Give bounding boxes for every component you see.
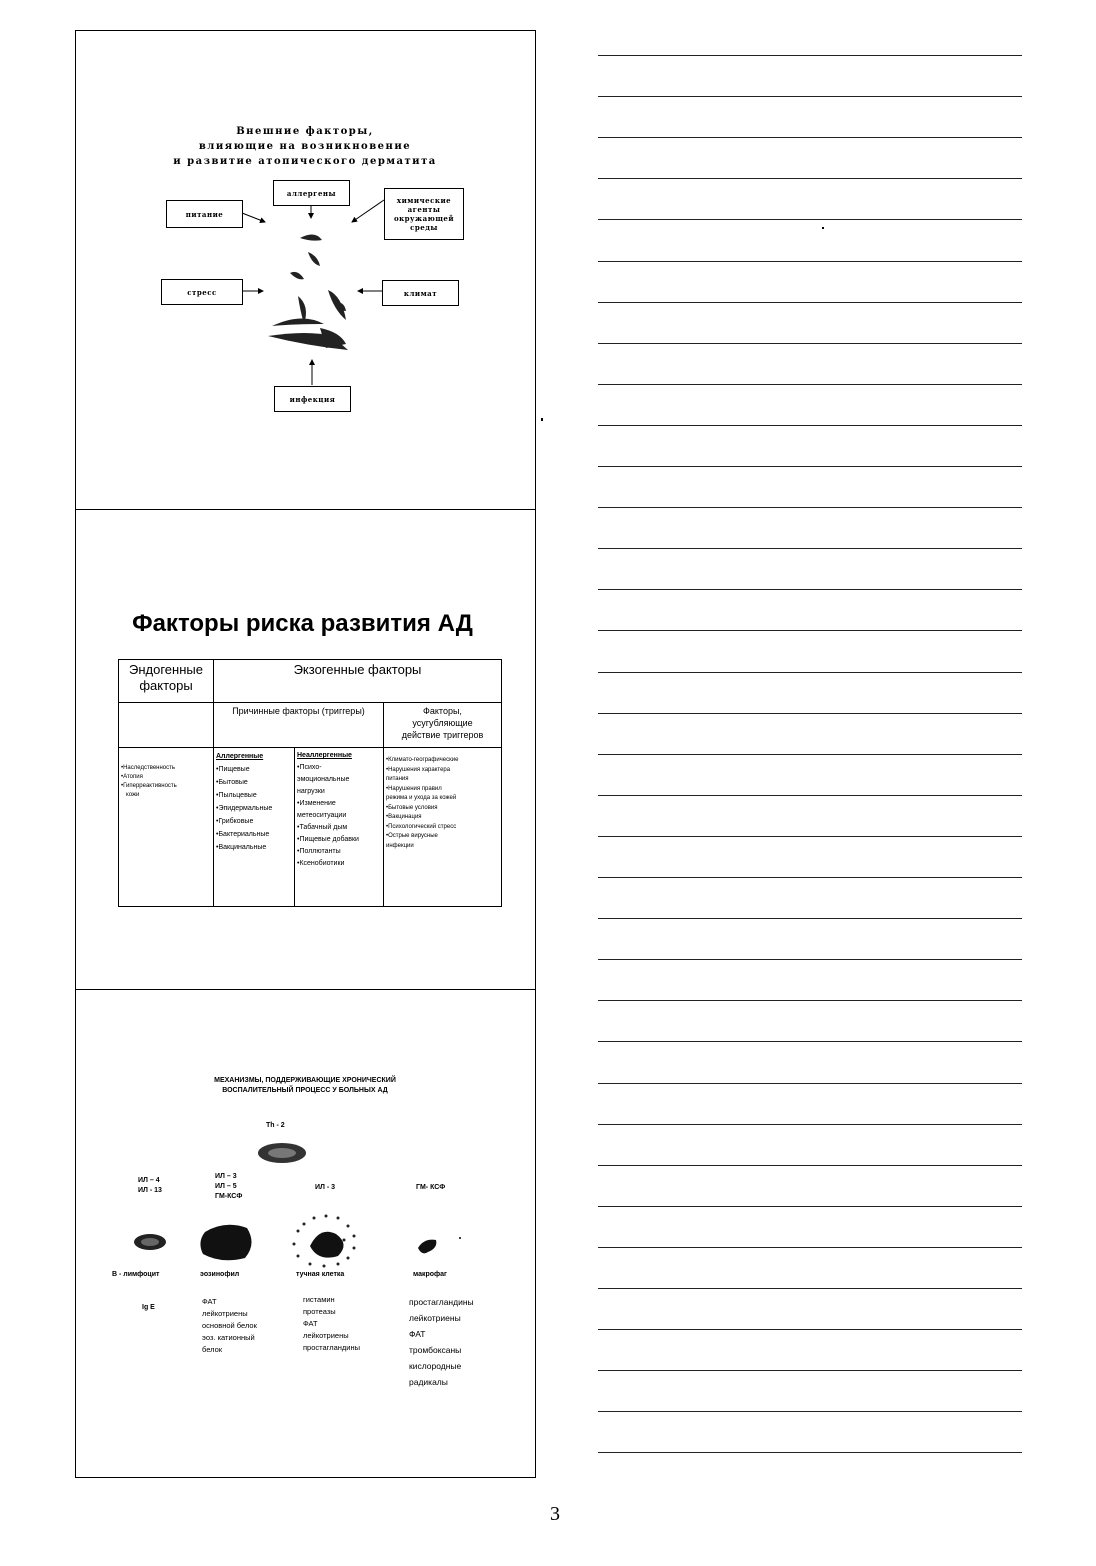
speck bbox=[822, 227, 824, 229]
note-line bbox=[598, 1452, 1022, 1453]
note-line bbox=[598, 548, 1022, 549]
note-line bbox=[598, 754, 1022, 755]
note-line bbox=[598, 261, 1022, 262]
eosinophil-cytokines: ИЛ – 3 ИЛ – 5 ГМ-КСФ bbox=[215, 1173, 243, 1200]
note-line bbox=[598, 713, 1022, 714]
note-line bbox=[598, 959, 1022, 960]
aggravating-list: •Климато-географические •Нарушения характера питания •Нарушения правил режима и ухода за кожей •Бытовые условия •Вакцинация •Психологический стресс •Острые вирусные инфекции bbox=[384, 748, 502, 907]
note-line bbox=[598, 55, 1022, 56]
note-line bbox=[598, 302, 1022, 303]
aggravating-header: Факторы, усугубляющие действие триггеров bbox=[384, 703, 502, 748]
macrophage-cytokines: ГМ- КСФ bbox=[416, 1184, 446, 1191]
note-line bbox=[598, 96, 1022, 97]
causal-header: Причинные факторы (триггеры) bbox=[214, 703, 384, 748]
factor-stress-box: стресс bbox=[161, 279, 243, 305]
note-line bbox=[598, 1288, 1022, 1289]
note-line bbox=[598, 1370, 1022, 1371]
eosinophil-label: эозинофил bbox=[200, 1271, 240, 1278]
macrophage-products: простагландины лейкотриены ФАТ тромбоксаны кислородные радикалы bbox=[409, 1297, 474, 1387]
speck bbox=[541, 418, 543, 421]
factor-climate-box: климат bbox=[382, 280, 459, 306]
slide-divider bbox=[75, 989, 536, 990]
factor-infection-box: инфекция bbox=[274, 386, 351, 412]
note-line bbox=[598, 219, 1022, 220]
note-line bbox=[598, 1083, 1022, 1084]
arrow bbox=[242, 213, 265, 222]
exogenous-header: Экзогенные факторы bbox=[214, 660, 502, 703]
note-line bbox=[598, 384, 1022, 385]
slide3-cells bbox=[100, 1136, 500, 1276]
note-line bbox=[598, 672, 1022, 673]
slide1-title: Внешние факторы, влияющие на возникновение и развитие атопического дерматита bbox=[173, 126, 437, 167]
child-illustration bbox=[268, 234, 348, 350]
note-line bbox=[598, 1000, 1022, 1001]
eosinophil-products: ФАТ лейкотриены основной белок эоз. катионный белок bbox=[202, 1297, 257, 1354]
note-line bbox=[598, 425, 1022, 426]
factor-allergens-box: аллергены bbox=[273, 180, 350, 206]
note-line bbox=[598, 178, 1022, 179]
macrophage-label: макрофаг bbox=[413, 1271, 447, 1278]
note-line bbox=[598, 589, 1022, 590]
endogenous-header: Эндогенные факторы bbox=[119, 660, 214, 703]
note-line bbox=[598, 1247, 1022, 1248]
b-cell-cytokines: ИЛ – 4 ИЛ - 13 bbox=[138, 1177, 162, 1194]
mast-cell bbox=[310, 1232, 344, 1258]
note-line bbox=[598, 836, 1022, 837]
note-line bbox=[598, 877, 1022, 878]
note-line bbox=[598, 1124, 1022, 1125]
note-line bbox=[598, 343, 1022, 344]
note-line bbox=[598, 795, 1022, 796]
allergenic-list: Аллергенные •Пищевые •Бытовые •Пыльцевые •Эпидермальные •Грибковые •Бактериальные •Вакцинальные bbox=[214, 748, 295, 907]
factor-nutrition-box: питание bbox=[166, 200, 243, 228]
note-line bbox=[598, 137, 1022, 138]
note-line bbox=[598, 1206, 1022, 1207]
slide3-title: МЕХАНИЗМЫ, ПОДДЕРЖИВАЮЩИЕ ХРОНИЧЕСКИЙ ВОСПАЛИТЕЛЬНЫЙ ПРОЦЕСС У БОЛЬНЫХ АД bbox=[214, 1077, 396, 1094]
note-line bbox=[598, 1411, 1022, 1412]
th2-label: Th - 2 bbox=[266, 1122, 285, 1129]
slide-divider bbox=[75, 509, 536, 510]
note-line bbox=[598, 1165, 1022, 1166]
slide2-title: Факторы риска развития АД bbox=[132, 610, 473, 637]
mast-cell-products: гистамин протеазы ФАТ лейкотриены простагландины bbox=[303, 1295, 361, 1352]
note-line bbox=[598, 466, 1022, 467]
eosinophil-cell bbox=[200, 1225, 251, 1260]
b-cell-products: Ig E bbox=[142, 1304, 155, 1311]
note-line bbox=[598, 1041, 1022, 1042]
factor-chemical-box: химические агенты окружающей среды bbox=[384, 188, 464, 240]
note-line bbox=[598, 507, 1022, 508]
note-line bbox=[598, 1329, 1022, 1330]
note-line bbox=[598, 918, 1022, 919]
endogenous-empty-cell bbox=[119, 703, 214, 748]
risk-factors-table bbox=[118, 659, 502, 907]
mast-cytokines: ИЛ - 3 bbox=[315, 1184, 336, 1191]
mast-cell-label: тучная клетка bbox=[296, 1271, 345, 1278]
nonallergenic-list: Неаллергенные •Психо- эмоциональные нагрузки •Изменение метеоситуации •Табачный дым •Пищевые добавки •Поллютанты •Ксенобиотики bbox=[295, 748, 384, 907]
arrow bbox=[352, 200, 384, 222]
note-line bbox=[598, 630, 1022, 631]
page-number: 3 bbox=[550, 1503, 560, 1525]
macrophage-cell bbox=[418, 1240, 436, 1254]
b-lymphocyte-label: В - лимфоцит bbox=[112, 1271, 160, 1278]
endogenous-list: •Наследственность •Атопия •Гиперреактивность кожи bbox=[119, 748, 214, 907]
